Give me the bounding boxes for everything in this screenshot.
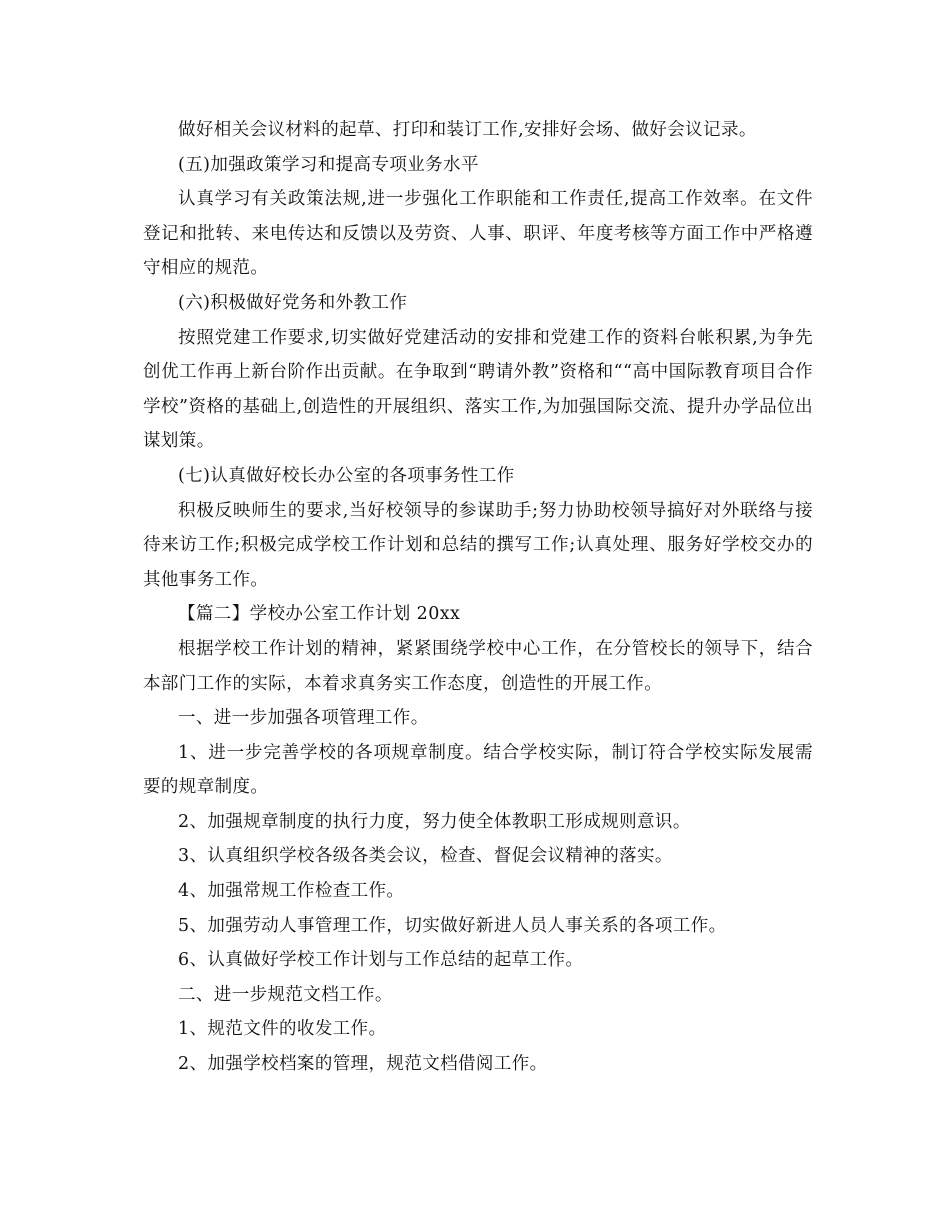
paragraph-office-affairs: 积极反映师生的要求,当好校领导的参谋助手;努力协助校领导搞好对外联络与接待来访工作;积极完成学校工作计划和总结的撰写工作;认真处理、服务好学校交办的其他事务工作。 xyxy=(143,500,813,590)
heading-policy-study: (五)加强政策学习和提高专项业务水平 xyxy=(178,154,479,175)
paragraph-intro: 根据学校工作计划的精神，紧紧围绕学校中心工作，在分管校长的领导下，结合本部门工作的实际，本着求真务实工作态度，创造性的开展工作。 xyxy=(143,638,813,694)
section-title-part-two: 【篇二】学校办公室工作计划 20xx xyxy=(178,604,461,625)
heading-management: 一、进一步加强各项管理工作。 xyxy=(178,708,429,729)
list-item: 2、加强学校档案的管理，规范文档借阅工作。 xyxy=(178,1054,548,1075)
paragraph-policy-study: 认真学习有关政策法规,进一步强化工作职能和工作责任,提高工作效率。在文件登记和批转、来电传达和反馈以及劳资、人事、职评、年度考核等方面工作中严格遵守相应的规范。 xyxy=(143,189,813,279)
paragraph-party-affairs: 按照党建工作要求,切实做好党建活动的安排和党建工作的资料台帐积累,为争先创优工作再上新台阶作出贡献。在争取到“聘请外教”资格和““高中国际教育项目合作学校”资格的基础上,创造性的开展组织、落实工作,为加强国际交流、提升办学品位出谋划策。 xyxy=(143,327,813,452)
paragraph-meeting-materials: 做好相关会议材料的起草、打印和装订工作,安排好会场、做好会议记录。 xyxy=(178,120,757,140)
list-item: 4、加强常规工作检查工作。 xyxy=(178,881,405,902)
document-body xyxy=(143,113,813,1082)
list-item: 6、认真做好学校工作计划与工作总结的起草工作。 xyxy=(178,950,584,971)
heading-party-affairs: (六)积极做好党务和外教工作 xyxy=(178,292,408,313)
heading-office-affairs: (七)认真做好校长办公室的各项事务性工作 xyxy=(178,465,515,486)
heading-documents: 二、进一步规范文档工作。 xyxy=(178,984,393,1005)
list-item: 5、加强劳动人事管理工作，切实做好新进人员人事关系的各项工作。 xyxy=(178,915,727,936)
list-item: 2、加强规章制度的执行力度，努力使全体教职工形成规则意识。 xyxy=(178,811,691,832)
list-item: 1、规范文件的收发工作。 xyxy=(178,1019,387,1040)
list-item: 1、进一步完善学校的各项规章制度。结合学校实际，制订符合学校实际发展需要的规章制度。 xyxy=(143,742,813,798)
list-item: 3、认真组织学校各级各类会议，检查、督促会议精神的落实。 xyxy=(178,846,673,867)
